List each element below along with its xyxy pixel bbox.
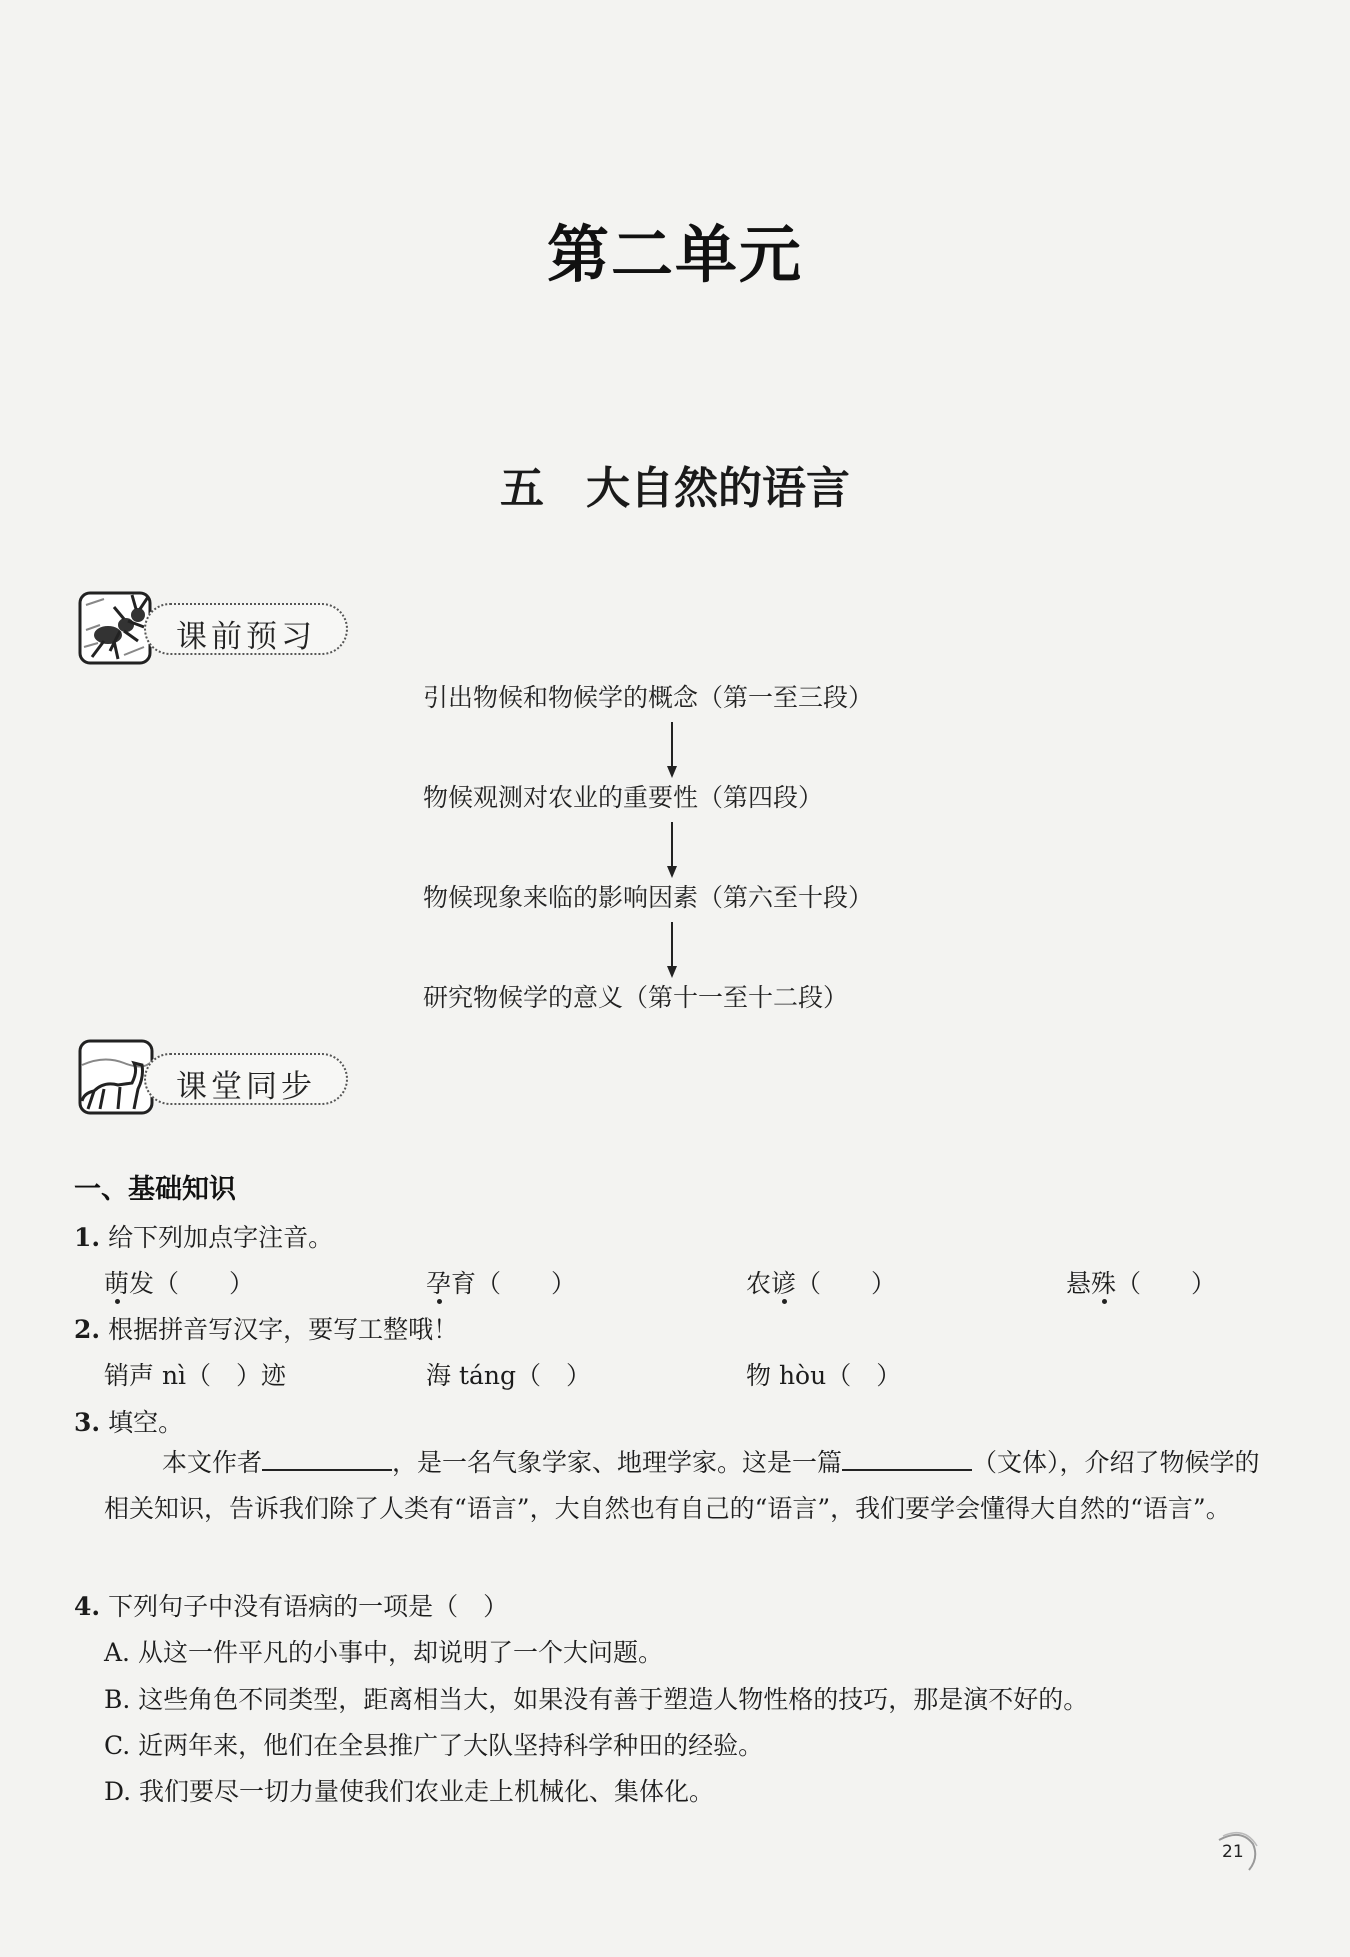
answer-blank[interactable]: （ ） (796, 1269, 897, 1298)
option-c[interactable]: C. 近两年来，他们在全县推广了大队坚持科学种田的经验。 (104, 1731, 764, 1760)
sync-heading: 课堂同步 (176, 1069, 316, 1105)
hanzi-item[interactable]: 物 hòu（ ） (746, 1361, 902, 1390)
flow-arrow (666, 722, 678, 778)
answer-blank[interactable]: 育（ ） (451, 1269, 577, 1298)
answer-blank[interactable]: 发（ ） (129, 1269, 255, 1298)
pinyin-item (426, 1264, 576, 1300)
question-4 (74, 1587, 508, 1623)
preview-label-pill (144, 603, 348, 655)
genre-blank[interactable] (842, 1445, 972, 1471)
lesson-number: 五 (500, 463, 544, 514)
dotted-char: 谚 (771, 1269, 797, 1298)
flow-step-1: 引出物候和物候学的概念（第一至三段） (423, 683, 874, 712)
fill-in-paragraph: 本文作者 ，是一名气象学家、地理学家。这是一篇 （文体），介绍了物候学的相关知识，告诉我们除了人类有“语言”，大自然也有自己的“语言”，我们要学会懂得大自然的“语言”。 (104, 1440, 1269, 1532)
hanzi-item[interactable]: 海 táng（ ） (426, 1361, 592, 1390)
page-number: 21 (1222, 1842, 1244, 1862)
question-text: 根据拼音写汉字，要写工整哦！ (108, 1315, 459, 1344)
question-text: 给下列加点字注音。 (108, 1223, 334, 1252)
pinyin-item: 悬殊（ ） (1066, 1269, 1217, 1298)
page-number-badge (1215, 1830, 1259, 1874)
question-3 (74, 1403, 183, 1439)
question-text[interactable]: 下列句子中没有语病的一项是（ ） (108, 1592, 509, 1621)
question-number: 1. (74, 1223, 101, 1252)
basic-knowledge-heading: 一、基础知识 (74, 1174, 236, 1205)
option-a[interactable]: A. 从这一件平凡的小事中，却说明了一个大问题。 (104, 1638, 663, 1667)
lesson-title (0, 452, 1350, 516)
flow-step-4: 研究物候学的意义（第十一至十二段） (423, 983, 849, 1012)
flow-arrow (666, 922, 678, 978)
flow-step-3: 物候现象来临的影响因素（第六至十段） (423, 883, 874, 912)
author-blank[interactable] (262, 1445, 392, 1471)
option-b[interactable]: B. 这些角色不同类型，距离相当大，如果没有善于塑造人物性格的技巧，那是演不好的。 (104, 1685, 1089, 1714)
preview-section-header (74, 585, 374, 675)
unit-title: 第二单元 (546, 218, 803, 291)
hanzi-item[interactable]: 销声 nì（ ）迹 (104, 1361, 287, 1390)
flow-arrow (666, 822, 678, 878)
question-number: 2. (74, 1315, 101, 1344)
flow-step-2: 物候观测对农业的重要性（第四段） (423, 783, 824, 812)
question-2 (74, 1310, 458, 1346)
option-d[interactable]: D. 我们要尽一切力量使我们农业走上机械化、集体化。 (104, 1777, 715, 1806)
sync-section-header (74, 1035, 374, 1125)
sync-label-pill (144, 1053, 348, 1105)
dotted-char: 萌 (104, 1269, 130, 1298)
dotted-char: 殊 (1091, 1269, 1117, 1298)
dotted-char: 孕 (426, 1269, 452, 1298)
lesson-name: 大自然的语言 (586, 463, 850, 514)
preview-heading: 课前预习 (176, 619, 316, 655)
question-1 (74, 1218, 333, 1254)
question-number: 4. (74, 1592, 101, 1621)
pinyin-item: 农谚（ ） (746, 1269, 897, 1298)
question-text: 填空。 (108, 1408, 184, 1437)
answer-blank[interactable]: （ ） (1116, 1269, 1217, 1298)
pinyin-item (104, 1264, 254, 1300)
question-number: 3. (74, 1408, 101, 1437)
